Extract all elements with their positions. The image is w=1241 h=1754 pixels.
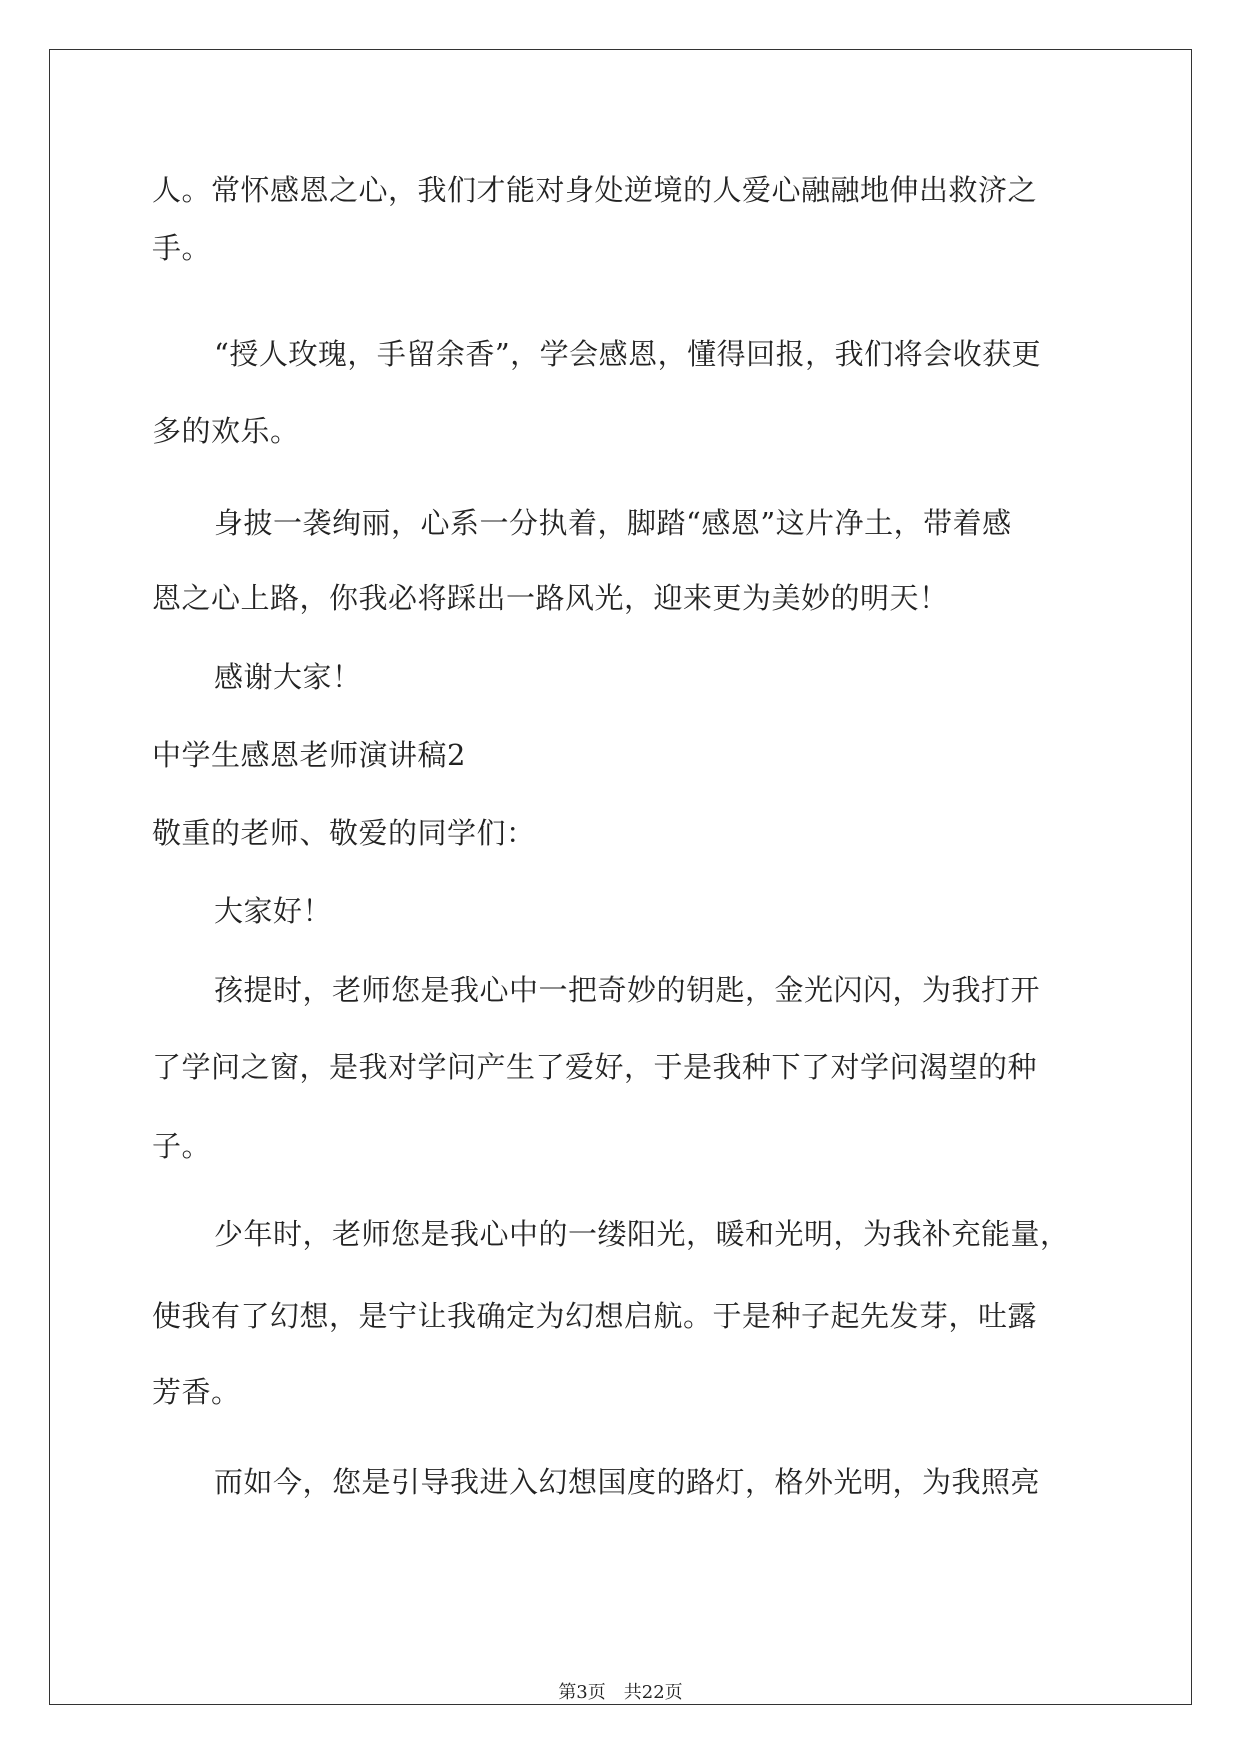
page-number: 第3页 [558,1682,606,1703]
paragraph-line: 子。 [152,1129,212,1163]
paragraph-line: 身披一袭绚丽，心系一分执着，脚踏“感恩”这片净土，带着感 [214,506,1012,540]
page-border [49,49,1192,1705]
paragraph-line: 而如今，您是引导我进入幻想国度的路灯，格外光明，为我照亮 [214,1465,1041,1499]
page-total: 共22页 [623,1682,683,1703]
page-footer [0,1682,1241,1704]
paragraph-line: 孩提时，老师您是我心中一把奇妙的钥匙，金光闪闪，为我打开 [214,973,1041,1007]
paragraph-line: 手。 [152,231,212,265]
paragraph-line: 使我有了幻想，是宁让我确定为幻想启航。于是种子起先发芽，吐露 [152,1299,1038,1333]
paragraph-line: 恩之心上路，你我必将踩出一路风光，迎来更为美妙的明天！ [152,581,949,615]
paragraph-line: 了学问之窗，是我对学问产生了爱好，于是我种下了对学问渴望的种 [152,1050,1038,1084]
salutation: 敬重的老师、敬爱的同学们： [152,816,536,850]
section-heading: 中学生感恩老师演讲稿2 [152,738,466,772]
paragraph-line: 多的欢乐。 [152,414,300,448]
paragraph-line: 少年时，老师您是我心中的一缕阳光，暖和光明，为我补充能量， [214,1217,1070,1251]
paragraph-line: 人。常怀感恩之心，我们才能对身处逆境的人爱心融融地伸出救济之 [152,173,1038,207]
paragraph-line: “授人玫瑰，手留余香”，学会感恩，懂得回报，我们将会收获更 [214,337,1042,371]
paragraph-line: 大家好！ [214,894,333,928]
paragraph-line: 感谢大家！ [214,660,362,694]
paragraph-line: 芳香。 [152,1375,241,1409]
